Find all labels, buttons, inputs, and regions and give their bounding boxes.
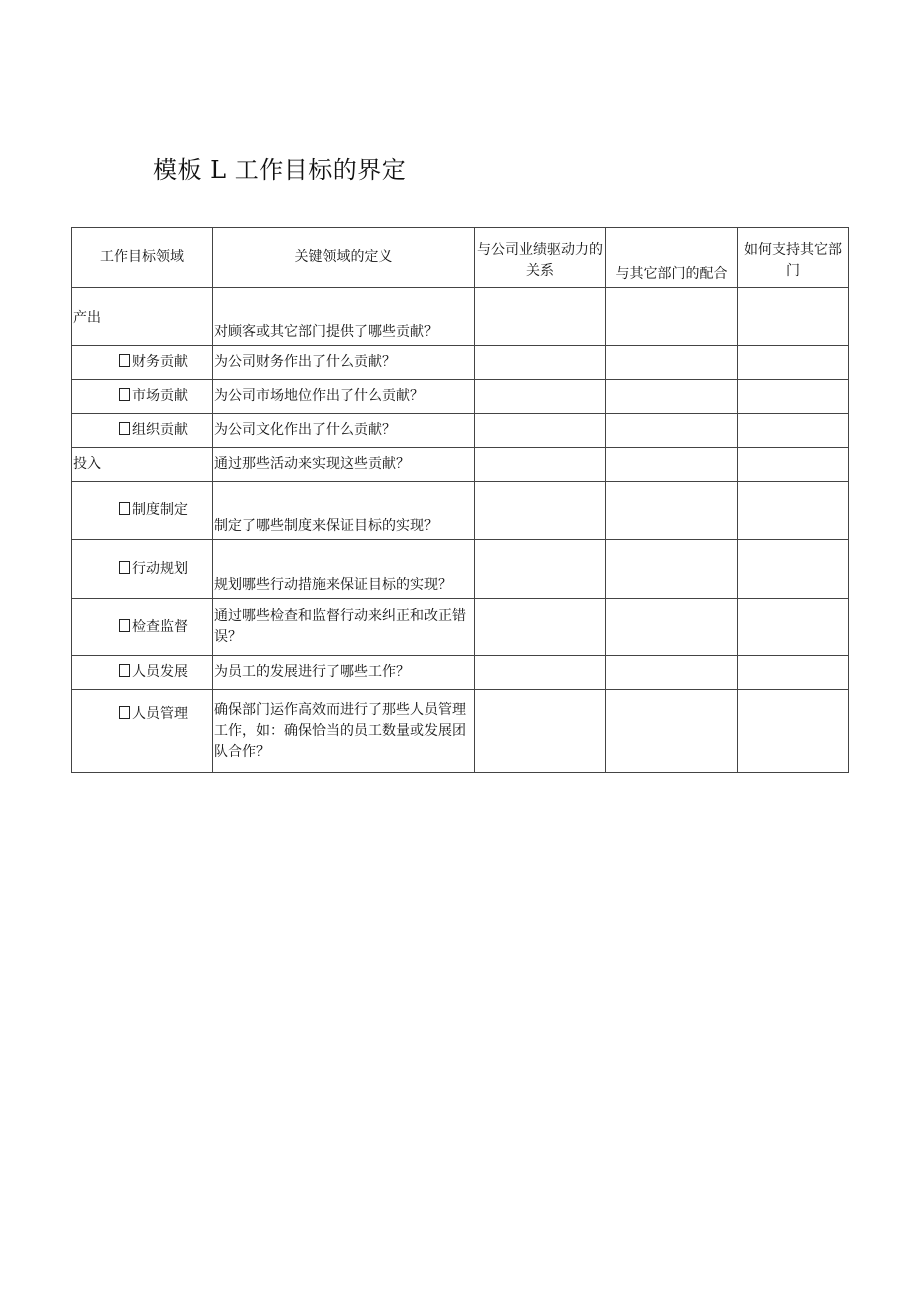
cell-empty[interactable] <box>738 482 849 540</box>
cell-empty[interactable] <box>606 346 738 380</box>
section-label: 产出 <box>72 288 213 346</box>
cell-empty[interactable] <box>738 656 849 690</box>
checkbox-icon[interactable] <box>119 619 130 632</box>
item-label: 人员管理 <box>132 706 188 722</box>
section-definition: 对顾客或其它部门提供了哪些贡献？ <box>213 288 475 346</box>
header-goal-area: 工作目标领域 <box>72 228 213 288</box>
item-label: 市场贡献 <box>132 388 188 404</box>
cell-empty[interactable] <box>606 288 738 346</box>
item-definition: 通过哪些检查和监督行动来纠正和改正错误？ <box>213 599 475 656</box>
cell-empty[interactable] <box>475 599 606 656</box>
cell-empty[interactable] <box>606 414 738 448</box>
cell-empty[interactable] <box>738 540 849 599</box>
item-label: 财务贡献 <box>132 354 188 370</box>
item-definition: 为员工的发展进行了哪些工作？ <box>213 656 475 690</box>
item-label: 人员发展 <box>132 664 188 680</box>
table-row <box>72 690 849 773</box>
table-row <box>72 380 849 414</box>
cell-empty[interactable] <box>606 540 738 599</box>
table-row <box>72 656 849 690</box>
item-definition: 规划哪些行动措施来保证目标的实现？ <box>213 540 475 599</box>
checkbox-icon[interactable] <box>119 354 130 367</box>
cell-empty[interactable] <box>475 380 606 414</box>
cell-empty[interactable] <box>606 380 738 414</box>
cell-empty[interactable] <box>475 482 606 540</box>
checkbox-icon[interactable] <box>119 664 130 677</box>
cell-empty[interactable] <box>606 482 738 540</box>
cell-empty[interactable] <box>738 690 849 773</box>
section-definition: 通过那些活动来实现这些贡献？ <box>213 448 475 482</box>
cell-empty[interactable] <box>738 346 849 380</box>
goal-definition-table <box>71 227 849 773</box>
item-label: 检查监督 <box>132 618 188 635</box>
item-label: 制度制定 <box>132 502 188 518</box>
table-row <box>72 540 849 599</box>
cell-empty[interactable] <box>738 448 849 482</box>
checkbox-icon[interactable] <box>119 422 130 435</box>
checkbox-icon[interactable] <box>119 561 130 574</box>
cell-empty[interactable] <box>738 599 849 656</box>
cell-empty[interactable] <box>606 690 738 773</box>
item-definition: 为公司文化作出了什么贡献？ <box>213 414 475 448</box>
table-row <box>72 448 849 482</box>
cell-empty[interactable] <box>606 656 738 690</box>
table-row <box>72 414 849 448</box>
page-title: 模板 L 工作目标的界定 <box>153 156 407 184</box>
table-header-row <box>72 228 849 288</box>
cell-empty[interactable] <box>606 599 738 656</box>
checkbox-icon[interactable] <box>119 502 130 515</box>
cell-empty[interactable] <box>475 346 606 380</box>
header-cooperation: 与其它部门的配合 <box>606 228 738 288</box>
cell-empty[interactable] <box>606 448 738 482</box>
cell-empty[interactable] <box>475 656 606 690</box>
item-label: 组织贡献 <box>132 422 188 438</box>
item-definition: 制定了哪些制度来保证目标的实现？ <box>213 482 475 540</box>
section-label: 投入 <box>72 448 213 482</box>
cell-empty[interactable] <box>738 288 849 346</box>
header-support-other-depts: 如何支持其它部门 <box>738 228 849 288</box>
table-row <box>72 482 849 540</box>
cell-empty[interactable] <box>475 540 606 599</box>
header-relation-to-drivers: 与公司业绩驱动力的关系 <box>475 228 606 288</box>
cell-empty[interactable] <box>738 414 849 448</box>
cell-empty[interactable] <box>738 380 849 414</box>
table-row <box>72 346 849 380</box>
cell-empty[interactable] <box>475 690 606 773</box>
item-definition: 确保部门运作高效而进行了那些人员管理工作，如：确保恰当的员工数量或发展团队合作？ <box>213 690 475 773</box>
table-row <box>72 288 849 346</box>
item-definition: 为公司市场地位作出了什么贡献？ <box>213 380 475 414</box>
checkbox-icon[interactable] <box>119 706 130 719</box>
cell-empty[interactable] <box>475 414 606 448</box>
item-definition: 为公司财务作出了什么贡献？ <box>213 346 475 380</box>
table-row <box>72 599 849 656</box>
item-label: 行动规划 <box>132 560 188 577</box>
cell-empty[interactable] <box>475 288 606 346</box>
header-key-area-definition: 关键领域的定义 <box>213 228 475 288</box>
checkbox-icon[interactable] <box>119 388 130 401</box>
cell-empty[interactable] <box>475 448 606 482</box>
